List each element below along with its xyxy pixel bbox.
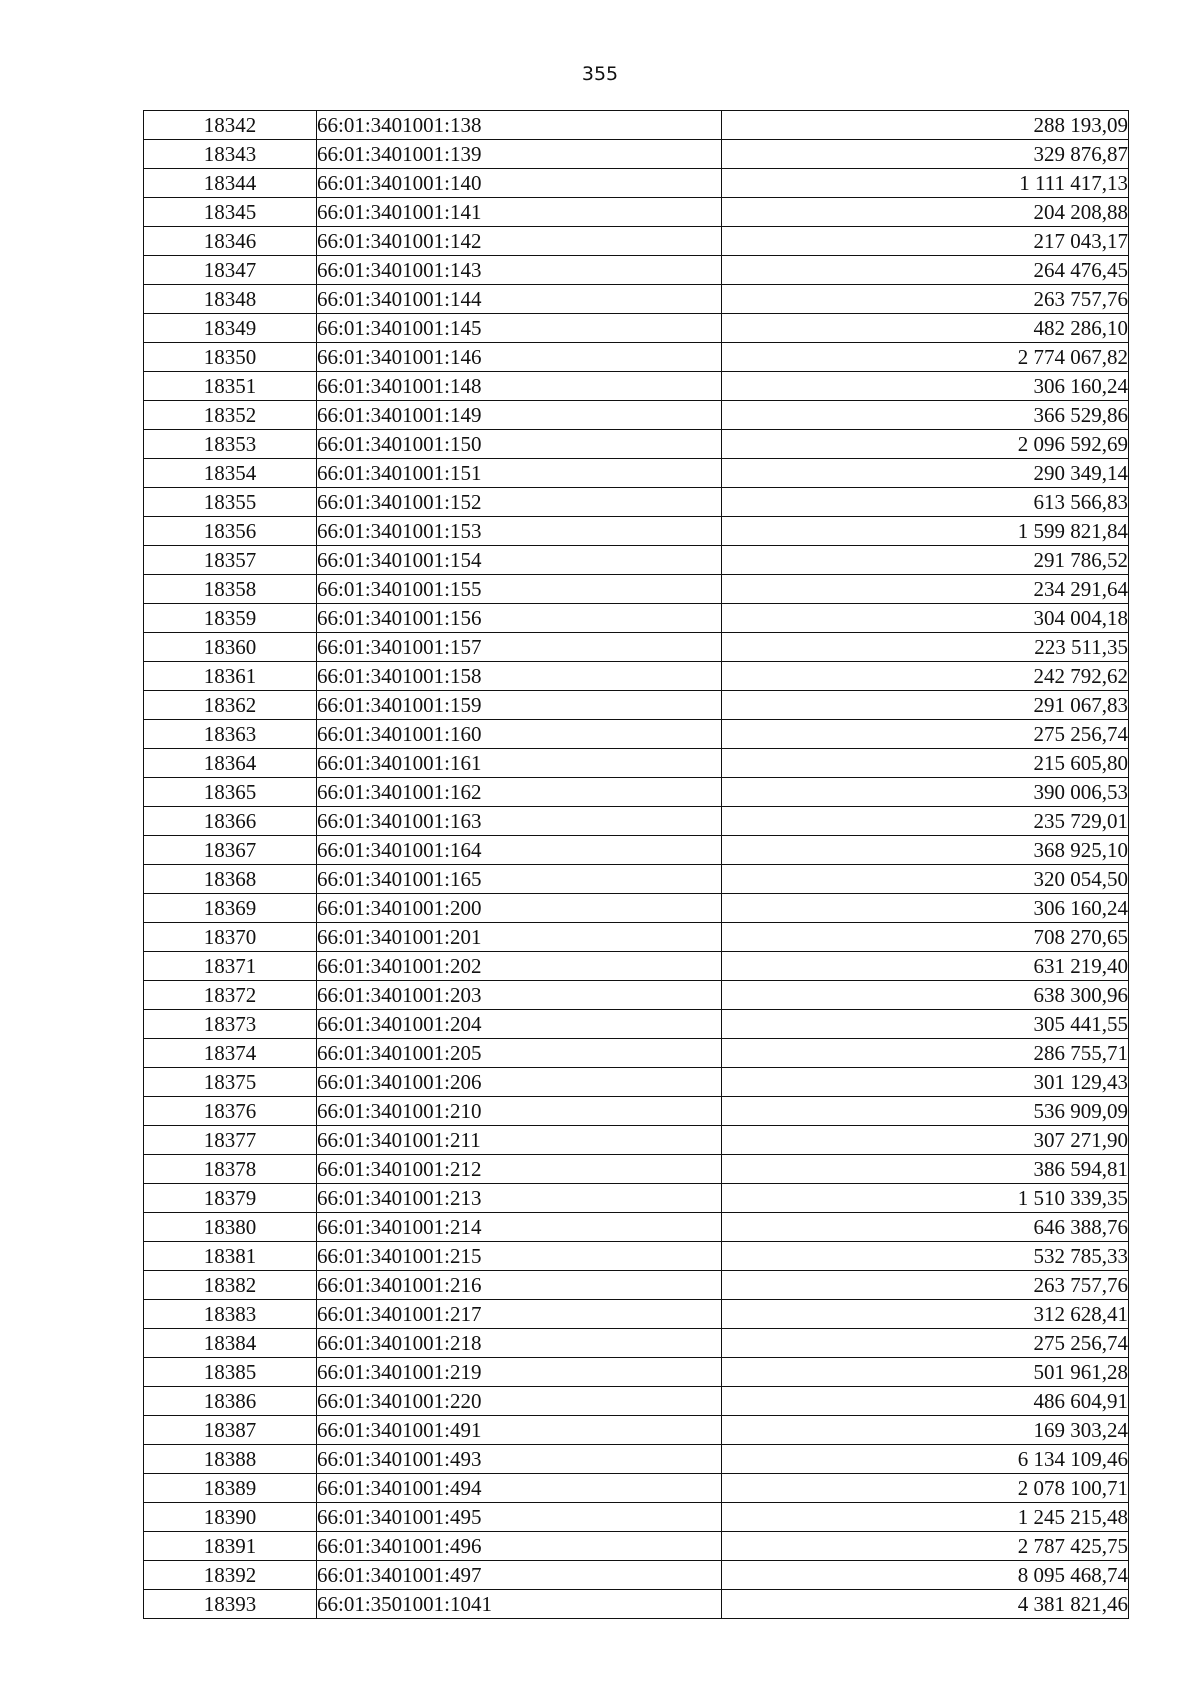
table-row <box>144 662 1129 691</box>
cadastral-number-cell: 66:01:3401001:202 <box>317 952 722 981</box>
table-row <box>144 1213 1129 1242</box>
value-cell: 242 792,62 <box>722 662 1129 691</box>
table-row <box>144 575 1129 604</box>
cadastral-number-cell: 66:01:3401001:144 <box>317 285 722 314</box>
row-number-cell: 18387 <box>144 1416 317 1445</box>
cadastral-number-cell: 66:01:3401001:493 <box>317 1445 722 1474</box>
cadastral-number-cell: 66:01:3401001:206 <box>317 1068 722 1097</box>
cadastral-number-cell: 66:01:3401001:163 <box>317 807 722 836</box>
row-number-cell: 18370 <box>144 923 317 952</box>
row-number-cell: 18393 <box>144 1590 317 1619</box>
table-row <box>144 1561 1129 1590</box>
value-cell: 291 786,52 <box>722 546 1129 575</box>
value-cell: 2 096 592,69 <box>722 430 1129 459</box>
value-cell: 368 925,10 <box>722 836 1129 865</box>
value-cell: 6 134 109,46 <box>722 1445 1129 1474</box>
cadastral-number-cell: 66:01:3401001:203 <box>317 981 722 1010</box>
cadastral-number-cell: 66:01:3401001:165 <box>317 865 722 894</box>
table-row <box>144 1474 1129 1503</box>
cadastral-number-cell: 66:01:3401001:491 <box>317 1416 722 1445</box>
cadastral-number-cell: 66:01:3401001:205 <box>317 1039 722 1068</box>
value-cell: 2 078 100,71 <box>722 1474 1129 1503</box>
value-cell: 312 628,41 <box>722 1300 1129 1329</box>
value-cell: 1 111 417,13 <box>722 169 1129 198</box>
value-cell: 204 208,88 <box>722 198 1129 227</box>
value-cell: 288 193,09 <box>722 111 1129 140</box>
row-number-cell: 18385 <box>144 1358 317 1387</box>
table-row <box>144 488 1129 517</box>
cadastral-number-cell: 66:01:3401001:151 <box>317 459 722 488</box>
table-row <box>144 198 1129 227</box>
row-number-cell: 18379 <box>144 1184 317 1213</box>
value-cell: 169 303,24 <box>722 1416 1129 1445</box>
row-number-cell: 18357 <box>144 546 317 575</box>
page-number: 355 <box>581 63 619 85</box>
cadastral-number-cell: 66:01:3401001:210 <box>317 1097 722 1126</box>
row-number-cell: 18350 <box>144 343 317 372</box>
cadastral-number-cell: 66:01:3401001:142 <box>317 227 722 256</box>
cadastral-number-cell: 66:01:3401001:139 <box>317 140 722 169</box>
table-row <box>144 1242 1129 1271</box>
value-cell: 215 605,80 <box>722 749 1129 778</box>
row-number-cell: 18371 <box>144 952 317 981</box>
row-number-cell: 18372 <box>144 981 317 1010</box>
table-row <box>144 633 1129 662</box>
value-cell: 263 757,76 <box>722 1271 1129 1300</box>
cadastral-number-cell: 66:01:3401001:143 <box>317 256 722 285</box>
table-row <box>144 952 1129 981</box>
table-row <box>144 111 1129 140</box>
table-row <box>144 256 1129 285</box>
cadastral-number-cell: 66:01:3401001:158 <box>317 662 722 691</box>
cadastral-value-table <box>143 110 1129 1619</box>
row-number-cell: 18381 <box>144 1242 317 1271</box>
row-number-cell: 18356 <box>144 517 317 546</box>
table-row <box>144 923 1129 952</box>
table-row <box>144 314 1129 343</box>
row-number-cell: 18345 <box>144 198 317 227</box>
row-number-cell: 18392 <box>144 1561 317 1590</box>
row-number-cell: 18355 <box>144 488 317 517</box>
row-number-cell: 18365 <box>144 778 317 807</box>
value-cell: 708 270,65 <box>722 923 1129 952</box>
table-row <box>144 517 1129 546</box>
table-row <box>144 604 1129 633</box>
row-number-cell: 18366 <box>144 807 317 836</box>
row-number-cell: 18384 <box>144 1329 317 1358</box>
cadastral-number-cell: 66:01:3501001:1041 <box>317 1590 722 1619</box>
table-row <box>144 865 1129 894</box>
cadastral-number-cell: 66:01:3401001:213 <box>317 1184 722 1213</box>
cadastral-number-cell: 66:01:3401001:211 <box>317 1126 722 1155</box>
value-cell: 532 785,33 <box>722 1242 1129 1271</box>
cadastral-number-cell: 66:01:3401001:159 <box>317 691 722 720</box>
row-number-cell: 18349 <box>144 314 317 343</box>
value-cell: 2 787 425,75 <box>722 1532 1129 1561</box>
value-cell: 305 441,55 <box>722 1010 1129 1039</box>
row-number-cell: 18354 <box>144 459 317 488</box>
row-number-cell: 18376 <box>144 1097 317 1126</box>
table-row <box>144 1068 1129 1097</box>
row-number-cell: 18352 <box>144 401 317 430</box>
cadastral-number-cell: 66:01:3401001:497 <box>317 1561 722 1590</box>
cadastral-number-cell: 66:01:3401001:141 <box>317 198 722 227</box>
row-number-cell: 18369 <box>144 894 317 923</box>
row-number-cell: 18389 <box>144 1474 317 1503</box>
table-row <box>144 894 1129 923</box>
value-cell: 306 160,24 <box>722 372 1129 401</box>
table-row <box>144 1126 1129 1155</box>
value-cell: 304 004,18 <box>722 604 1129 633</box>
value-cell: 223 511,35 <box>722 633 1129 662</box>
row-number-cell: 18375 <box>144 1068 317 1097</box>
table-row <box>144 1184 1129 1213</box>
table-row <box>144 401 1129 430</box>
row-number-cell: 18378 <box>144 1155 317 1184</box>
row-number-cell: 18386 <box>144 1387 317 1416</box>
cadastral-number-cell: 66:01:3401001:162 <box>317 778 722 807</box>
row-number-cell: 18358 <box>144 575 317 604</box>
cadastral-number-cell: 66:01:3401001:160 <box>317 720 722 749</box>
value-cell: 275 256,74 <box>722 1329 1129 1358</box>
cadastral-number-cell: 66:01:3401001:153 <box>317 517 722 546</box>
row-number-cell: 18342 <box>144 111 317 140</box>
row-number-cell: 18377 <box>144 1126 317 1155</box>
row-number-cell: 18348 <box>144 285 317 314</box>
row-number-cell: 18364 <box>144 749 317 778</box>
value-cell: 290 349,14 <box>722 459 1129 488</box>
row-number-cell: 18353 <box>144 430 317 459</box>
cadastral-number-cell: 66:01:3401001:145 <box>317 314 722 343</box>
cadastral-number-cell: 66:01:3401001:201 <box>317 923 722 952</box>
table-row <box>144 981 1129 1010</box>
cadastral-number-cell: 66:01:3401001:161 <box>317 749 722 778</box>
value-cell: 217 043,17 <box>722 227 1129 256</box>
cadastral-number-cell: 66:01:3401001:200 <box>317 894 722 923</box>
table-row <box>144 546 1129 575</box>
cadastral-number-cell: 66:01:3401001:154 <box>317 546 722 575</box>
table-row <box>144 1300 1129 1329</box>
value-cell: 613 566,83 <box>722 488 1129 517</box>
cadastral-number-cell: 66:01:3401001:149 <box>317 401 722 430</box>
table-row <box>144 1010 1129 1039</box>
cadastral-number-cell: 66:01:3401001:212 <box>317 1155 722 1184</box>
row-number-cell: 18391 <box>144 1532 317 1561</box>
cadastral-number-cell: 66:01:3401001:495 <box>317 1503 722 1532</box>
value-cell: 320 054,50 <box>722 865 1129 894</box>
value-cell: 638 300,96 <box>722 981 1129 1010</box>
table-row <box>144 1532 1129 1561</box>
value-cell: 8 095 468,74 <box>722 1561 1129 1590</box>
table-row <box>144 1155 1129 1184</box>
value-cell: 235 729,01 <box>722 807 1129 836</box>
value-cell: 1 599 821,84 <box>722 517 1129 546</box>
cadastral-number-cell: 66:01:3401001:496 <box>317 1532 722 1561</box>
table-row <box>144 1097 1129 1126</box>
value-cell: 234 291,64 <box>722 575 1129 604</box>
cadastral-number-cell: 66:01:3401001:140 <box>317 169 722 198</box>
cadastral-number-cell: 66:01:3401001:217 <box>317 1300 722 1329</box>
row-number-cell: 18361 <box>144 662 317 691</box>
table-row <box>144 372 1129 401</box>
table-row <box>144 1416 1129 1445</box>
row-number-cell: 18362 <box>144 691 317 720</box>
table-row <box>144 1503 1129 1532</box>
value-cell: 263 757,76 <box>722 285 1129 314</box>
row-number-cell: 18373 <box>144 1010 317 1039</box>
table-row <box>144 169 1129 198</box>
table-row <box>144 1039 1129 1068</box>
table-body <box>144 111 1129 1619</box>
row-number-cell: 18347 <box>144 256 317 285</box>
row-number-cell: 18374 <box>144 1039 317 1068</box>
table-row <box>144 836 1129 865</box>
cadastral-number-cell: 66:01:3401001:152 <box>317 488 722 517</box>
row-number-cell: 18351 <box>144 372 317 401</box>
value-cell: 4 381 821,46 <box>722 1590 1129 1619</box>
value-cell: 501 961,28 <box>722 1358 1129 1387</box>
value-cell: 482 286,10 <box>722 314 1129 343</box>
value-cell: 646 388,76 <box>722 1213 1129 1242</box>
table-row <box>144 430 1129 459</box>
value-cell: 390 006,53 <box>722 778 1129 807</box>
cadastral-number-cell: 66:01:3401001:156 <box>317 604 722 633</box>
value-cell: 329 876,87 <box>722 140 1129 169</box>
row-number-cell: 18344 <box>144 169 317 198</box>
cadastral-number-cell: 66:01:3401001:216 <box>317 1271 722 1300</box>
table-row <box>144 807 1129 836</box>
cadastral-number-cell: 66:01:3401001:204 <box>317 1010 722 1039</box>
cadastral-number-cell: 66:01:3401001:148 <box>317 372 722 401</box>
cadastral-number-cell: 66:01:3401001:157 <box>317 633 722 662</box>
row-number-cell: 18360 <box>144 633 317 662</box>
row-number-cell: 18382 <box>144 1271 317 1300</box>
table-row <box>144 691 1129 720</box>
table-row <box>144 1271 1129 1300</box>
table-row <box>144 749 1129 778</box>
cadastral-number-cell: 66:01:3401001:215 <box>317 1242 722 1271</box>
table-row <box>144 459 1129 488</box>
table-row <box>144 720 1129 749</box>
cadastral-number-cell: 66:01:3401001:164 <box>317 836 722 865</box>
cadastral-number-cell: 66:01:3401001:155 <box>317 575 722 604</box>
table-row <box>144 1445 1129 1474</box>
value-cell: 301 129,43 <box>722 1068 1129 1097</box>
table-row <box>144 1358 1129 1387</box>
row-number-cell: 18346 <box>144 227 317 256</box>
value-cell: 366 529,86 <box>722 401 1129 430</box>
table-row <box>144 778 1129 807</box>
cadastral-number-cell: 66:01:3401001:220 <box>317 1387 722 1416</box>
value-cell: 1 510 339,35 <box>722 1184 1129 1213</box>
value-cell: 264 476,45 <box>722 256 1129 285</box>
cadastral-number-cell: 66:01:3401001:138 <box>317 111 722 140</box>
value-cell: 386 594,81 <box>722 1155 1129 1184</box>
cadastral-number-cell: 66:01:3401001:218 <box>317 1329 722 1358</box>
row-number-cell: 18363 <box>144 720 317 749</box>
row-number-cell: 18388 <box>144 1445 317 1474</box>
value-cell: 291 067,83 <box>722 691 1129 720</box>
table-row <box>144 1590 1129 1619</box>
value-cell: 306 160,24 <box>722 894 1129 923</box>
value-cell: 1 245 215,48 <box>722 1503 1129 1532</box>
cadastral-number-cell: 66:01:3401001:219 <box>317 1358 722 1387</box>
row-number-cell: 18359 <box>144 604 317 633</box>
table-row <box>144 140 1129 169</box>
row-number-cell: 18367 <box>144 836 317 865</box>
table-row <box>144 227 1129 256</box>
row-number-cell: 18380 <box>144 1213 317 1242</box>
table-row <box>144 285 1129 314</box>
cadastral-number-cell: 66:01:3401001:494 <box>317 1474 722 1503</box>
value-cell: 631 219,40 <box>722 952 1129 981</box>
row-number-cell: 18390 <box>144 1503 317 1532</box>
cadastral-number-cell: 66:01:3401001:214 <box>317 1213 722 1242</box>
table-row <box>144 1387 1129 1416</box>
table-row <box>144 1329 1129 1358</box>
cadastral-number-cell: 66:01:3401001:146 <box>317 343 722 372</box>
value-cell: 275 256,74 <box>722 720 1129 749</box>
value-cell: 2 774 067,82 <box>722 343 1129 372</box>
value-cell: 307 271,90 <box>722 1126 1129 1155</box>
value-cell: 536 909,09 <box>722 1097 1129 1126</box>
row-number-cell: 18368 <box>144 865 317 894</box>
value-cell: 286 755,71 <box>722 1039 1129 1068</box>
row-number-cell: 18383 <box>144 1300 317 1329</box>
value-cell: 486 604,91 <box>722 1387 1129 1416</box>
row-number-cell: 18343 <box>144 140 317 169</box>
table-row <box>144 343 1129 372</box>
cadastral-number-cell: 66:01:3401001:150 <box>317 430 722 459</box>
